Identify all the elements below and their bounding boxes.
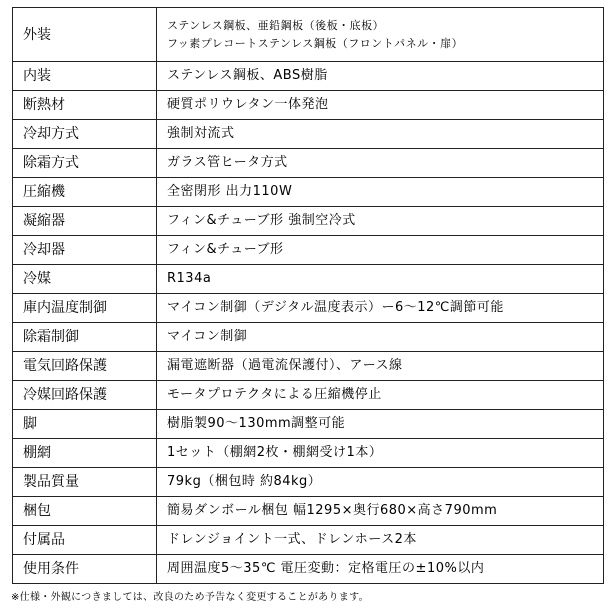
- spec-value: 79kg（梱包時 約84kg）: [157, 468, 604, 497]
- spec-label: 圧縮機: [13, 178, 157, 207]
- spec-value: フィン&チューブ形 強制空冷式: [157, 207, 604, 236]
- spec-value: 1セット（棚網2枚・棚網受け1本）: [157, 439, 604, 468]
- spec-value: 漏電遮断器（過電流保護付）、アース線: [157, 352, 604, 381]
- spec-value-line: フッ素プレコートステンレス鋼板（フロントパネル・扉）: [167, 36, 464, 50]
- spec-row-refrigerant: [13, 265, 604, 294]
- spec-label: 凝縮器: [13, 207, 157, 236]
- spec-label: 外装: [13, 8, 157, 62]
- spec-value: マイコン制御（デジタル温度表示）ー6～12℃調節可能: [157, 294, 604, 323]
- spec-value: モータプロテクタによる圧縮機停止: [157, 381, 604, 410]
- spec-value: R134a: [157, 265, 604, 294]
- spec-label: 脚: [13, 410, 157, 439]
- spec-row-temperature-control: [13, 294, 604, 323]
- spec-value: ステンレス鋼板、ABS樹脂: [157, 62, 604, 91]
- spec-value-line: ステンレス鋼板、亜鉛鋼板（後板・底板）: [167, 18, 385, 32]
- spec-label: 冷媒: [13, 265, 157, 294]
- spec-row-insulation: [13, 91, 604, 120]
- spec-value: 全密閉形 出力110W: [157, 178, 604, 207]
- spec-label: 冷却器: [13, 236, 157, 265]
- spec-label: 除霜方式: [13, 149, 157, 178]
- spec-label: 製品質量: [13, 468, 157, 497]
- spec-row-compressor: [13, 178, 604, 207]
- spec-label: 断熱材: [13, 91, 157, 120]
- spec-row-shelves: [13, 439, 604, 468]
- spec-label: 付属品: [13, 526, 157, 555]
- spec-row-defrost-method: [13, 149, 604, 178]
- spec-label: 冷却方式: [13, 120, 157, 149]
- spec-value: ドレンジョイント一式、ドレンホース2本: [157, 526, 604, 555]
- spec-value: 周囲温度5～35℃ 電圧変動：定格電圧の±10%以内: [157, 555, 604, 584]
- spec-label: 冷媒回路保護: [13, 381, 157, 410]
- spec-value: 樹脂製90～130mm調整可能: [157, 410, 604, 439]
- spec-value: 簡易ダンボール梱包 幅1295×奥行680×高さ790mm: [157, 497, 604, 526]
- spec-row-operating-conditions: [13, 555, 604, 584]
- spec-table: [12, 7, 604, 584]
- spec-label: 除霜制御: [13, 323, 157, 352]
- spec-row-accessories: [13, 526, 604, 555]
- spec-row-refrigerant-protection: [13, 381, 604, 410]
- spec-row-exterior: [13, 8, 604, 62]
- spec-value: ガラス管ヒータ方式: [157, 149, 604, 178]
- spec-value: マイコン制御: [157, 323, 604, 352]
- spec-label: 庫内温度制御: [13, 294, 157, 323]
- spec-row-legs: [13, 410, 604, 439]
- spec-value: 強制対流式: [157, 120, 604, 149]
- spec-value: フィン&チューブ形: [157, 236, 604, 265]
- spec-label: 使用条件: [13, 555, 157, 584]
- spec-label: 棚網: [13, 439, 157, 468]
- spec-row-interior: [13, 62, 604, 91]
- spec-value: [157, 8, 604, 62]
- spec-row-weight: [13, 468, 604, 497]
- spec-label: 電気回路保護: [13, 352, 157, 381]
- spec-value: 硬質ポリウレタン一体発泡: [157, 91, 604, 120]
- spec-row-evaporator: [13, 236, 604, 265]
- spec-label: 内装: [13, 62, 157, 91]
- footnote: ※仕様・外観につきましては、改良のため予告なく変更することがあります。: [11, 592, 369, 603]
- spec-row-circuit-protection: [13, 352, 604, 381]
- spec-label: 梱包: [13, 497, 157, 526]
- spec-row-defrost-control: [13, 323, 604, 352]
- spec-row-cooling-method: [13, 120, 604, 149]
- spec-row-condenser: [13, 207, 604, 236]
- spec-row-packaging: [13, 497, 604, 526]
